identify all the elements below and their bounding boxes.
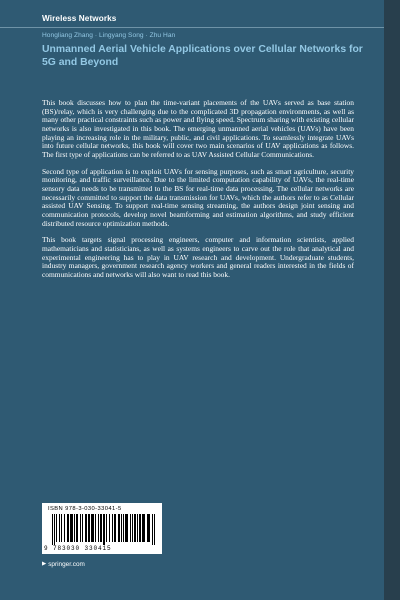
description-paragraph: Second type of application is to exploit UAVs for sensing purposes, such as smart agriculture, security monitoring, and traffic surveillance. Due to the limited computation capability of UAVs, the real-time sensory data needs to be transmitted to the BS for real-time data processing. The cellular networks are necessarily committed to support the data transmission for UAVs, which the authors refer to as Cellular assisted UAV Sensing. To support real-time sensing streaming, the authors design joint sensing and communication protocols, develop novel beamforming and estimation algorithms, and study efficient distributed resource optimization methods.	[42, 166, 354, 228]
authors: Hongliang Zhang · Lingyang Song · Zhu Han	[42, 32, 176, 39]
publisher-link[interactable]	[42, 561, 85, 568]
header-divider	[0, 27, 384, 28]
description-paragraph: This book targets signal processing engineers, computer and information scientists, applied mathematicians and statisticians, as well as systems engineers to carve out the role that analytical and experimental engineering has to play in UAV research and development. Undergraduate students, industry managers, government research agency workers and general readers interested in the fields of communications and networks will also want to read this book.	[42, 235, 354, 279]
barcode-image	[52, 514, 156, 545]
isbn-label: ISBN 978-3-030-33041-5	[48, 506, 122, 512]
series-name: Wireless Networks	[42, 14, 117, 23]
book-description	[42, 99, 354, 287]
publisher-url: springer.com	[48, 561, 85, 568]
description-paragraph: This book discusses how to plan the time-variant placements of the UAVs served as base station (BS)/relay, which is very challenging due to the complicated 3D propagation environments, as well as many other practical constraints such as power and flying speed. Spectrum sharing with existing cellular networks is also investigated in this book. The emerging unmanned aerial vehicles (UAVs) have been playing an increasing role in the military, public, and civil applications. To seamlessly integrate UAVs into future cellular networks, this book will cover two main scenarios of UAV applications as follows. The first type of applications can be referred to as UAV Assisted Cellular Communications.	[42, 98, 354, 159]
arrow-right-icon: ▶	[42, 560, 47, 567]
book-title: Unmanned Aerial Vehicle Applications over Cellular Networks for 5G and Beyond	[42, 44, 363, 68]
isbn-barcode-box	[42, 503, 162, 554]
barcode-digits: 9 783030 330415	[44, 545, 112, 552]
spine-strip	[384, 0, 400, 600]
